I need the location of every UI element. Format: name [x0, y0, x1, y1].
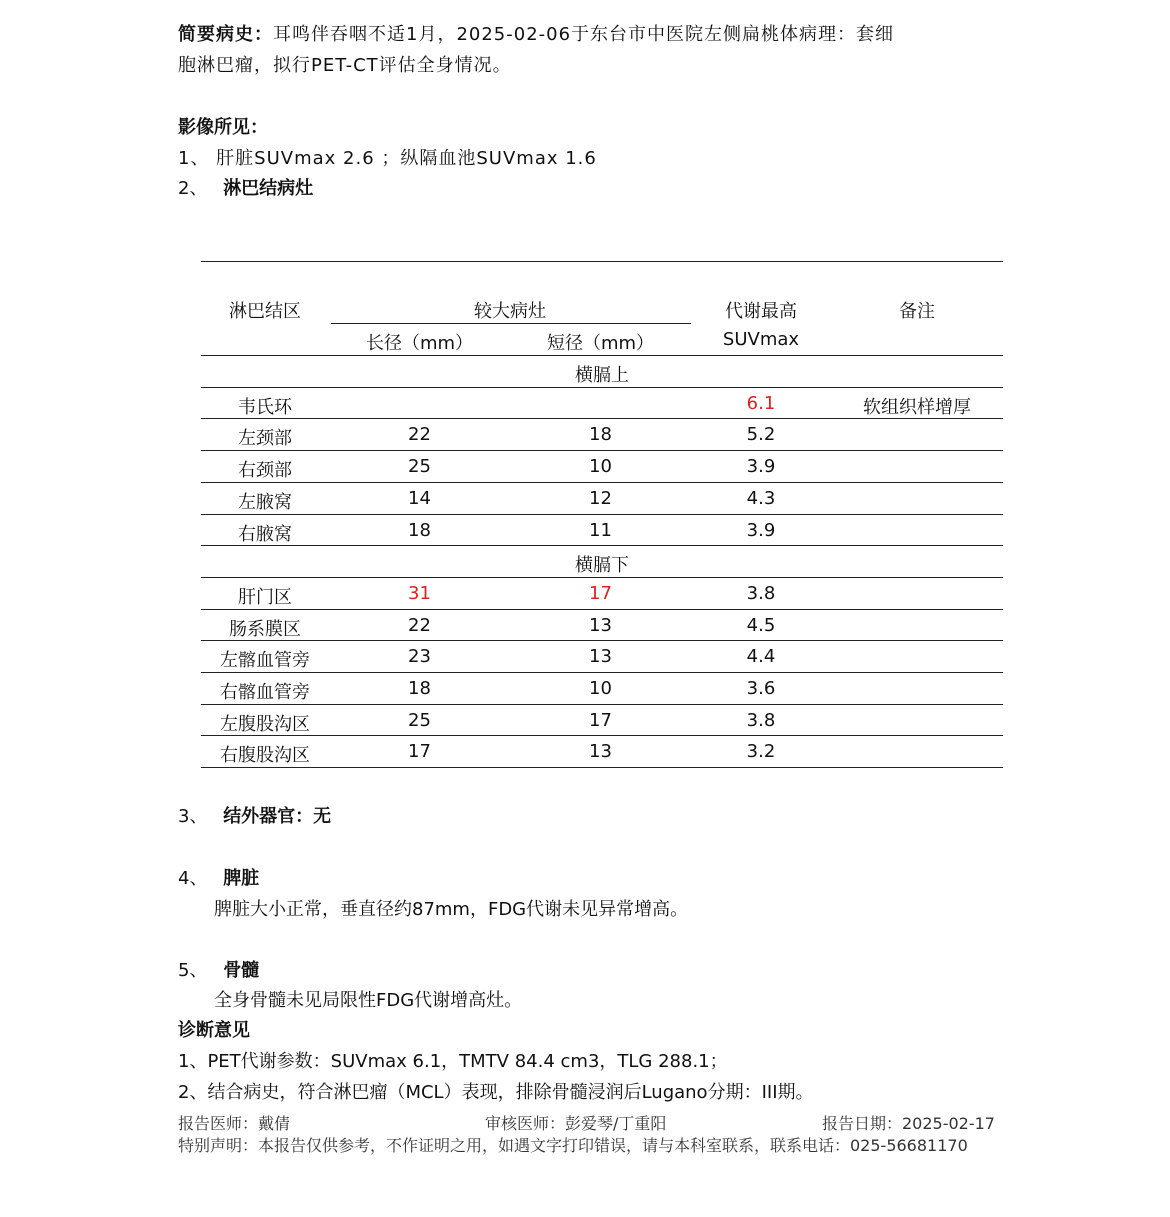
- disclaimer: 特别声明：本报告仅供参考，不作证明之用，如遇文字打印错误，请与本科室联系，联系电话：025-56681170: [178, 1136, 968, 1155]
- table-row-rule: [201, 704, 1003, 705]
- diagnosis-line-1: 1、PET代谢参数：SUVmax 6.1，TMTV 84.4 cm3，TLG 288.1；: [178, 1051, 728, 1072]
- table-cell-long: 14: [408, 487, 431, 509]
- table-cell-note: 软组织样增厚: [863, 396, 971, 418]
- table-row-rule: [201, 577, 1003, 578]
- diagnosis-heading: 诊断意见: [178, 1020, 250, 1041]
- table-cell-suv: 3.9: [746, 456, 776, 478]
- table-cell-long: 25: [408, 709, 431, 731]
- table-cell-suv: 3.9: [746, 519, 776, 541]
- table-row-rule: [201, 640, 1003, 641]
- table-cell-short: 17: [589, 709, 612, 731]
- header-note: 备注: [899, 301, 935, 322]
- table-row-rule: [201, 609, 1003, 610]
- findings-item-5: [178, 956, 259, 982]
- table-cell-long: 18: [408, 519, 431, 541]
- table-cell-region: 右腋窝: [238, 523, 292, 545]
- findings-item-4-num: 4、: [178, 868, 208, 889]
- table-cell-region: 肝门区: [238, 586, 292, 608]
- table-cell-short: 13: [589, 646, 612, 668]
- findings-item-3: [178, 802, 331, 828]
- table-cell-long: 23: [408, 646, 431, 668]
- findings-item-4: [178, 864, 259, 890]
- table-cell-region: 韦氏环: [238, 396, 292, 418]
- table-cell-short: 13: [589, 614, 612, 636]
- table-cell-region: 右腹股沟区: [220, 745, 310, 767]
- table-cell-suv: 3.8: [746, 582, 776, 604]
- table-cell-short: 10: [589, 678, 612, 699]
- table-cell-long: 17: [408, 741, 431, 763]
- table-cell-suv: 3.6: [746, 678, 776, 699]
- table-row-rule: [201, 672, 1003, 673]
- table-cell-region: 左腋窝: [238, 491, 292, 513]
- table-cell-short: 13: [589, 741, 612, 763]
- table-cell-region: 左颈部: [238, 428, 292, 450]
- table-cell-long: 22: [408, 424, 431, 446]
- table-cell-region: 左髂血管旁: [220, 650, 310, 672]
- header-larger-lesion: 较大病灶: [474, 301, 546, 322]
- table-cell-short: 17: [589, 582, 612, 604]
- findings-item-3-title: 结外器官：无: [223, 806, 332, 827]
- history-label: 简要病史：: [178, 24, 273, 45]
- report-doctor: 报告医师：戴倩: [178, 1114, 291, 1133]
- table-row-rule: [201, 355, 1003, 356]
- table-top-rule: [201, 261, 1003, 262]
- table-cell-long: 25: [408, 456, 431, 478]
- findings-item-3-num: 3、: [178, 806, 208, 827]
- table-cell-short: 11: [589, 519, 612, 541]
- findings-item-4-title: 脾脏: [223, 868, 260, 889]
- table-cell-region: 右髂血管旁: [220, 682, 310, 703]
- table-row-rule: [201, 767, 1003, 768]
- table-cell-long: 18: [408, 678, 431, 699]
- section-below-diaphragm: 横膈下: [575, 555, 629, 577]
- history-text-1: 耳鸣伴吞咽不适1月，2025-02-06于东台市中医院左侧扁桃体病理：套细: [273, 24, 895, 45]
- table-cell-long: 22: [408, 614, 431, 636]
- spleen-text: 脾脏大小正常，垂直径约87mm，FDG代谢未见异常增高。: [214, 899, 689, 920]
- findings-item-5-num: 5、: [178, 960, 208, 981]
- section-above-diaphragm: 横膈上: [575, 365, 629, 386]
- table-cell-suv: 3.2: [746, 741, 776, 763]
- table-cell-long: 31: [408, 582, 431, 604]
- table-cell-short: 18: [589, 424, 612, 446]
- table-row-rule: [201, 735, 1003, 736]
- findings-heading: 影像所见：: [178, 117, 268, 138]
- header-short: 短径（mm）: [546, 333, 655, 354]
- table-cell-suv: 4.4: [746, 646, 776, 668]
- table-row-rule: [201, 514, 1003, 515]
- header-suv-2: SUVmax: [722, 329, 800, 350]
- table-row-rule: [201, 545, 1003, 546]
- review-doctor: 审核医师：彭爱琴/丁重阳: [485, 1114, 667, 1133]
- findings-item-2-title: 淋巴结病灶: [223, 178, 314, 199]
- table-cell-short: 12: [589, 487, 612, 509]
- header-sub-rule: [331, 323, 691, 324]
- history-line-1: [178, 20, 894, 46]
- header-suv-1: 代谢最高: [725, 301, 797, 322]
- findings-item-2: [178, 174, 313, 200]
- table-row-rule: [201, 387, 1003, 388]
- report-date: 报告日期：2025-02-17: [822, 1114, 995, 1133]
- findings-item-5-title: 骨髓: [223, 960, 260, 981]
- table-row-rule: [201, 418, 1003, 419]
- table-cell-suv: 3.8: [746, 709, 776, 731]
- findings-item-1: 1、 肝脏SUVmax 2.6 ；纵隔血池SUVmax 1.6: [178, 148, 597, 169]
- diagnosis-line-2: 2、结合病史，符合淋巴瘤（MCL）表现，排除骨髓浸润后Lugano分期：III期。: [178, 1082, 814, 1103]
- findings-item-2-num: 2、: [178, 178, 208, 199]
- table-cell-suv: 6.1: [746, 392, 776, 414]
- table-cell-suv: 4.3: [746, 487, 776, 509]
- table-cell-region: 左腹股沟区: [220, 713, 310, 735]
- history-text-2: 胞淋巴瘤，拟行PET-CT评估全身情况。: [178, 55, 512, 76]
- marrow-text: 全身骨髓未见局限性FDG代谢增高灶。: [214, 990, 523, 1011]
- table-row-rule: [201, 482, 1003, 483]
- header-region: 淋巴结区: [229, 301, 301, 322]
- table-cell-suv: 5.2: [746, 424, 776, 446]
- table-cell-suv: 4.5: [746, 614, 776, 636]
- table-row-rule: [201, 450, 1003, 451]
- table-cell-region: 右颈部: [238, 460, 292, 482]
- table-cell-region: 肠系膜区: [229, 618, 301, 640]
- table-cell-short: 10: [589, 456, 612, 478]
- header-long: 长径（mm）: [365, 333, 474, 354]
